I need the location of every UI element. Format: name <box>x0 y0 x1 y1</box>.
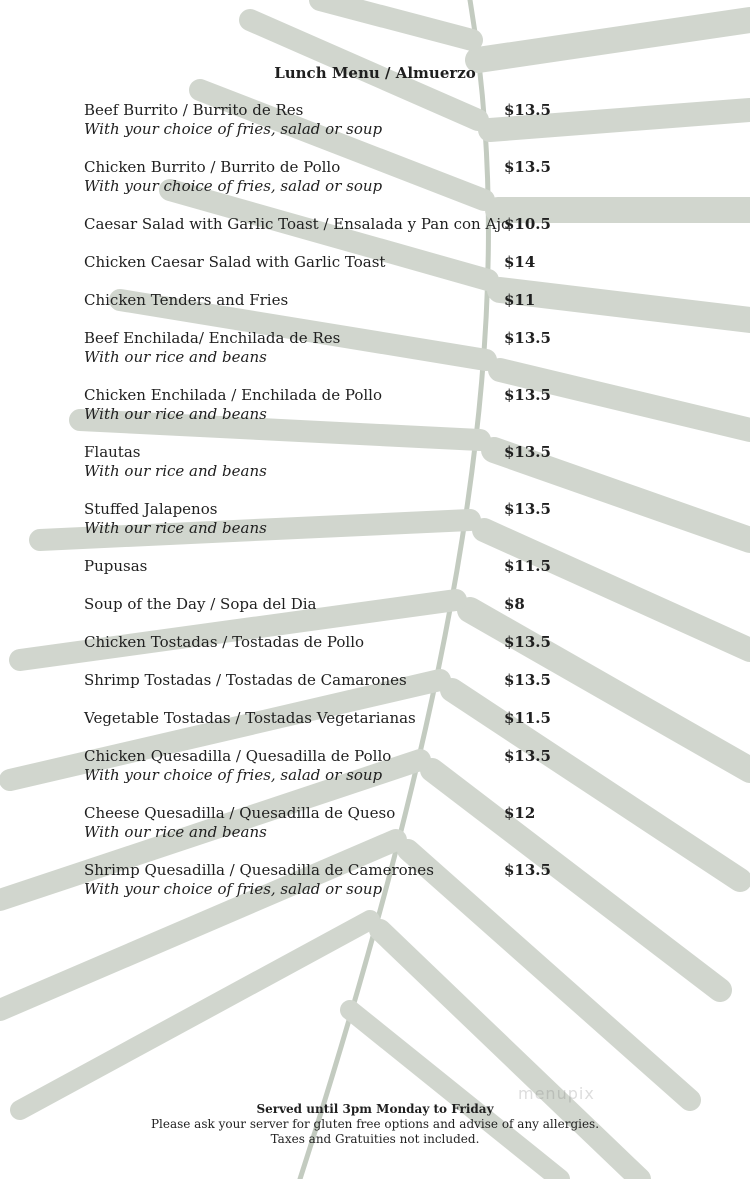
menu-item-name: Stuffed Jalapenos <box>84 500 218 518</box>
menu-item-description: With our rice and beans <box>84 405 267 423</box>
menu-item-price: $13.5 <box>504 443 551 461</box>
watermark: menupix <box>518 1084 595 1103</box>
menu-item <box>84 291 564 310</box>
menu-item-price: $13.5 <box>504 386 551 404</box>
menu-item <box>84 215 564 234</box>
menu-item <box>84 633 564 652</box>
menu-item-price: $12 <box>504 804 536 822</box>
menu-item-name: Vegetable Tostadas / Tostadas Vegetarianas <box>84 709 416 727</box>
menu-item-name: Pupusas <box>84 557 148 575</box>
menu-item <box>84 253 564 272</box>
menu-item-price: $13.5 <box>504 158 551 176</box>
footer-notes <box>0 1102 750 1147</box>
menu-item <box>84 443 564 481</box>
menu-item-price: $13.5 <box>504 500 551 518</box>
menu-item-price: $11.5 <box>504 709 551 727</box>
menu-item <box>84 709 564 728</box>
menu-item <box>84 101 564 139</box>
menu-item-price: $13.5 <box>504 671 551 689</box>
menu-item-name: Shrimp Tostadas / Tostadas de Camarones <box>84 671 407 689</box>
menu-item <box>84 671 564 690</box>
menu-item-price: $11.5 <box>504 557 551 575</box>
menu-item-price: $10.5 <box>504 215 551 233</box>
menu-item-name: Shrimp Quesadilla / Quesadilla de Camerones <box>84 861 434 879</box>
service-hours: Served until 3pm Monday to Friday <box>256 1102 494 1116</box>
menu-item-name: Beef Enchilada/ Enchilada de Res <box>84 329 341 347</box>
menu-item <box>84 747 564 785</box>
menu-item-description: With your choice of fries, salad or soup <box>84 177 383 195</box>
page-title: Lunch Menu / Almuerzo <box>274 64 476 82</box>
menu-item <box>84 386 564 424</box>
menu-item-price: $13.5 <box>504 861 551 879</box>
menu-item-name: Chicken Caesar Salad with Garlic Toast <box>84 253 386 271</box>
menu-item <box>84 158 564 196</box>
menu-item-price: $14 <box>504 253 536 271</box>
menu-item-description: With our rice and beans <box>84 462 267 480</box>
menu-item <box>84 557 564 576</box>
menu-item-description: With your choice of fries, salad or soup <box>84 766 383 784</box>
menu-item-name: Beef Burrito / Burrito de Res <box>84 101 304 119</box>
menu-item-name: Chicken Tostadas / Tostadas de Pollo <box>84 633 365 651</box>
allergy-note: Please ask your server for gluten free options and advise of any allergies. <box>150 1117 600 1131</box>
menu-item-price: $8 <box>504 595 525 613</box>
menu-item-description: With our rice and beans <box>84 519 267 537</box>
menu-item-description: With your choice of fries, salad or soup <box>84 880 383 898</box>
menu-item-name: Chicken Tenders and Fries <box>84 291 289 309</box>
menu-item-price: $13.5 <box>504 633 551 651</box>
menu-item-name: Chicken Quesadilla / Quesadilla de Pollo <box>84 747 392 765</box>
menu-item-price: $11 <box>504 291 536 309</box>
menu-item-name: Chicken Enchilada / Enchilada de Pollo <box>84 386 382 404</box>
menu-item <box>84 804 564 842</box>
menu-item-price: $13.5 <box>504 747 551 765</box>
menu-item-name: Chicken Burrito / Burrito de Pollo <box>84 158 341 176</box>
menu-item-name: Caesar Salad with Garlic Toast / Ensalada y Pan con Ajo <box>84 215 510 233</box>
menu-item-price: $13.5 <box>504 329 551 347</box>
taxes-note: Taxes and Gratuities not included. <box>270 1132 480 1146</box>
menu-item-name: Flautas <box>84 443 141 461</box>
menu-item <box>84 861 564 899</box>
menu-item-name: Soup of the Day / Sopa del Dia <box>84 595 317 613</box>
menu-item-description: With our rice and beans <box>84 823 267 841</box>
menu-list <box>84 101 564 918</box>
menu-item-price: $13.5 <box>504 101 551 119</box>
menu-item-name: Cheese Quesadilla / Quesadilla de Queso <box>84 804 396 822</box>
menu-item <box>84 329 564 367</box>
menu-item-description: With our rice and beans <box>84 348 267 366</box>
menu-item <box>84 500 564 538</box>
menu-item-description: With your choice of fries, salad or soup <box>84 120 383 138</box>
menu-item <box>84 595 564 614</box>
